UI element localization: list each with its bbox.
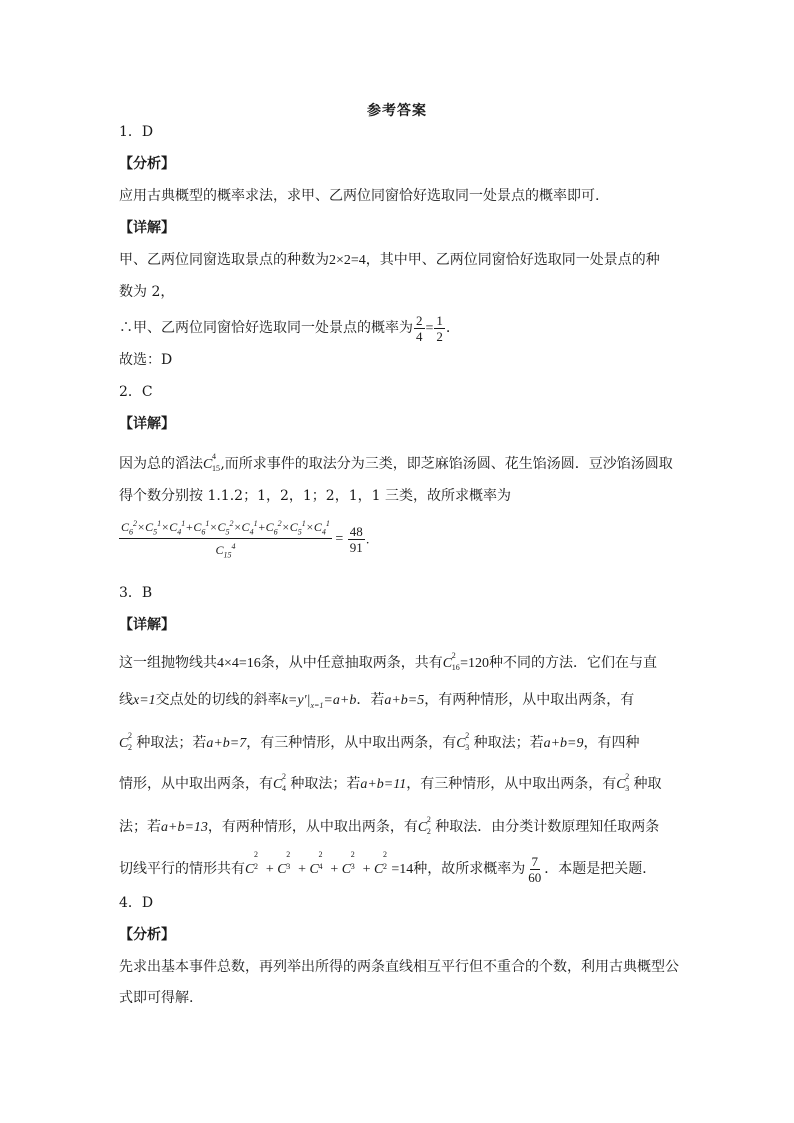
- text: 种取: [633, 776, 662, 792]
- formula: a+b=13: [161, 820, 208, 835]
- fraction: [414, 313, 425, 344]
- q3-detail-line4: [119, 774, 662, 795]
- formula: a+b=9: [543, 736, 584, 751]
- text: 甲、乙两位同窗选取景点的种数为: [119, 252, 329, 268]
- numerator: 2: [416, 312, 423, 328]
- text: 交点处的切线的斜率: [155, 692, 282, 708]
- text: 种取法；若: [473, 735, 544, 751]
- text: ．本题是把关题．: [544, 861, 657, 877]
- page-title: 参考答案: [367, 103, 427, 119]
- formula: =120: [460, 656, 490, 671]
- fraction: [526, 854, 543, 885]
- combination: C 2 3: [456, 731, 470, 752]
- text: ，有四种: [583, 735, 640, 751]
- q3-detail-line6: 切线平行的情形共有C 2 2 + C 2 3 + C 2 4 + C 2 3 + C 2 2 =14种，故所求概率为 $\frac{7}{60}$ ．本题是把关题．: [119, 852, 656, 887]
- combination: C 2 2: [119, 731, 132, 752]
- text: 种，故所求概率为: [413, 861, 526, 877]
- numerator: 1: [436, 312, 443, 328]
- formula-denominator: $C_{15}^4$: [215, 542, 236, 560]
- formula: a+b=7: [206, 736, 247, 751]
- text: 种不同的方法．它们在与直: [489, 655, 658, 671]
- q2-answer: 2．C: [119, 384, 153, 400]
- result-fraction: [348, 524, 365, 555]
- combination: C 4 15: [203, 452, 220, 473]
- q1-detail-line1: [119, 250, 660, 271]
- formula: a+b=5: [384, 693, 425, 708]
- q3-detail-line2: [119, 690, 634, 716]
- formula-numerator: $C_6^2\times C_5^1\times C_4^1+C_6^1\times C_5^2\times C_4^1+C_6^2\times C_5^1\times C_4^1$: [119, 519, 332, 539]
- combination: C 2 3: [277, 850, 291, 877]
- fraction: [434, 313, 445, 344]
- combination: C 2 3: [341, 850, 355, 877]
- text: ，有两种情形，从中取出两条，有: [207, 819, 418, 835]
- q2-detail-header: 【详解】: [119, 416, 175, 432]
- text: ，有三种情形，从中取出两条，有: [406, 776, 617, 792]
- text: ．若: [356, 692, 385, 708]
- q3-detail-line3: [119, 733, 640, 754]
- text: 种取法；若: [290, 776, 361, 792]
- text: 因为总的滔法: [119, 456, 203, 472]
- denominator: 4: [416, 328, 423, 344]
- denominator: 91: [349, 539, 363, 555]
- q4-analysis-line2: 式即可得解.: [119, 990, 194, 1006]
- combination: C 2 16: [442, 651, 460, 672]
- text: 线: [119, 692, 133, 708]
- q4-answer: 4．D: [119, 895, 154, 911]
- text: ，其中甲、乙两位同窗恰好选取同一处景点的种: [365, 252, 660, 268]
- q4-analysis-line1: 先求出基本事件总数，再列举出所得的两条直线相互平行但不重合的个数，利用古典概型公: [119, 959, 679, 975]
- q3-detail-line1: [119, 653, 657, 674]
- denominator: 2: [436, 328, 443, 344]
- numerator: 48: [349, 523, 363, 539]
- text: 切线平行的情形共有: [119, 861, 245, 877]
- formula: 2×2=4: [329, 253, 366, 268]
- q1-answer: 1．D: [119, 124, 154, 140]
- q1-analysis-text: 应用古典概型的概率求法，求甲、乙两位同窗恰好选取同一处景点的概率即可.: [119, 188, 600, 204]
- text: ∴甲、乙两位同窗恰好选取同一处景点的概率为: [119, 320, 413, 336]
- combination: C 2 3: [616, 772, 630, 793]
- text: ,而所求事件的取法分为三类，即芝麻馅汤圆、花生馅汤圆．豆沙馅汤圆取: [220, 456, 673, 472]
- text: 法；若: [119, 819, 161, 835]
- text: 情形，从中取出两条，有: [119, 776, 273, 792]
- q3-detail-line5: [119, 817, 659, 838]
- formula: =a+b: [323, 693, 357, 708]
- combination: C 2 4: [309, 850, 323, 877]
- text: 条，从中任意抽取两条，共有: [260, 655, 443, 671]
- q2-probability-formula: $\frac{C_6^2\times C_5^1\times C_4^1+C_6^1\times C_5^2\times C_4^1+C_6^2\times C_5^1\times C_4^1}{C_{15}^4}$ = $\frac{48}{91}$ .: [121, 519, 370, 560]
- formula: k=y′|: [281, 693, 311, 708]
- period: .: [445, 320, 451, 336]
- q2-detail-line2: 得个数分别按 1.1.2；1，2，1；2，1，1 三类，故所求概率为: [119, 488, 511, 504]
- text: 种取法；若: [136, 735, 207, 751]
- q1-detail-header: 【详解】: [119, 220, 175, 236]
- formula: a+b=11: [360, 777, 407, 792]
- combination: C 2 4: [273, 772, 286, 793]
- text: ，有三种情形，从中取出两条，有: [246, 735, 457, 751]
- combination: C 2 2: [374, 850, 387, 877]
- formula: x=1: [133, 693, 156, 708]
- denominator: 60: [528, 869, 542, 885]
- subscript: x=1: [310, 700, 324, 710]
- combination: C 2 2: [245, 850, 258, 877]
- text: 这一组抛物线共: [119, 655, 217, 671]
- q4-analysis-header: 【分析】: [119, 927, 175, 943]
- text: 种取法．由分类计数原理知任取两条: [435, 819, 660, 835]
- formula: =14: [391, 862, 414, 877]
- equals: =: [425, 321, 434, 336]
- text: ，有两种情形，从中取出两条，有: [424, 692, 635, 708]
- combination: C 2 2: [417, 815, 431, 836]
- q2-detail-line1: [119, 454, 673, 475]
- formula: 4×4=16: [217, 656, 261, 671]
- period: .: [365, 532, 370, 547]
- q1-detail-line3: [119, 312, 450, 345]
- q1-choice: 故选：D: [119, 352, 173, 368]
- numerator: 7: [531, 853, 538, 869]
- q3-detail-header: 【详解】: [119, 617, 175, 633]
- q1-detail-line2: 数为 2，: [119, 284, 175, 300]
- q3-answer: 3．B: [119, 585, 153, 601]
- q1-analysis-header: 【分析】: [119, 156, 175, 172]
